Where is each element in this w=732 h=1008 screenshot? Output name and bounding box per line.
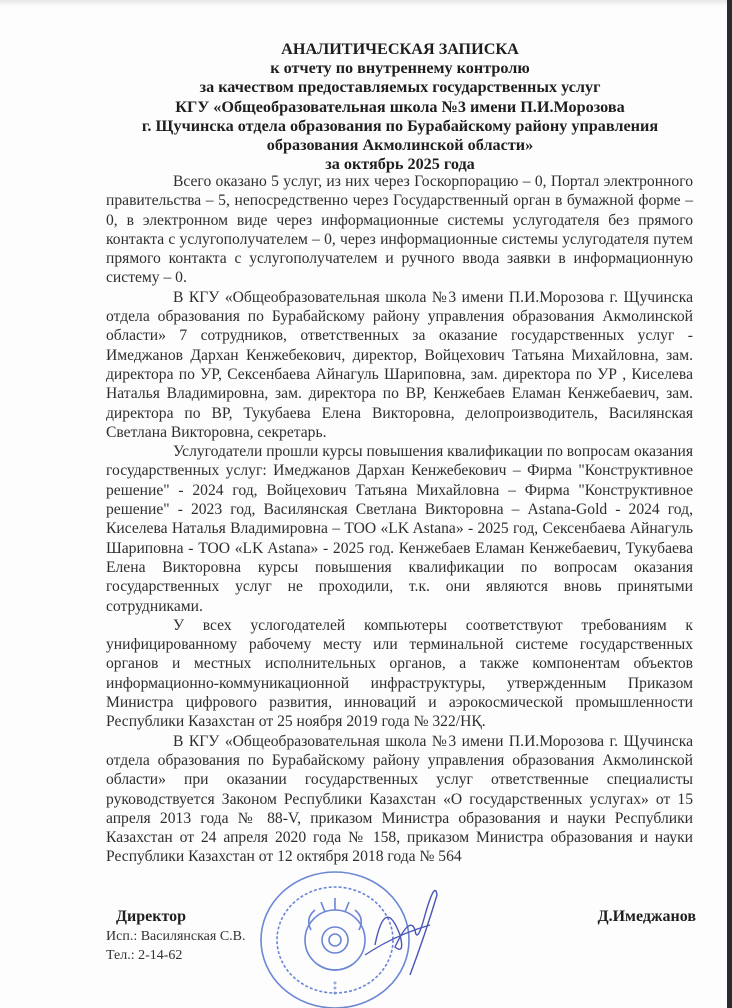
header-line: г. Щучинска отдела образования по Бурабайскому району управления [141, 116, 659, 135]
document-header [100, 40, 700, 174]
paragraph-training: Услугодатели прошли курсы повышения квалификации по вопросам оказания государственных услуг: Имеджанов Дархан Кенжебекович – Фирма "Конструктивное решение" - 2024 год, Войцехович Татьяна Михайловна – Фирма "Конструктивное решение" - 2023 год, Василянская Светлана Викторовна – Astana-Gold - 2024 год, Киселева Наталья Владимировна – ТОО «LK Astana» - 2025 год, Сексенбаева Айнагуль Шариповна - ТОО «LK Astana» - 2025 год. Кенжебаев Еламан Кенжебаевич, Тукубаева Елена Викторовна курсы повышения квалификации по вопросам оказания государственных услуг не проходили, т.к. они являются вновь принятыми сотрудниками. [106, 443, 693, 615]
paragraph-equipment: У всех услогодателей компьютеры соответствуют требованиям к унифицированному рабочему месту или терминальной системе государственных органов и местных исполнительных органов, а также компонентам объектов информационно-коммуникационной инфраструктуры, утвержденным Приказом Министра цифрового развития, инноваций и аэрокосмической промышленности Республики Казахстан от 25 ноября 2019 года № 322/НҚ. [106, 616, 693, 731]
document-title: АНАЛИТИЧЕСКАЯ ЗАПИСКА [281, 40, 519, 58]
header-line: за качеством предоставляемых государственных услуг [199, 78, 601, 97]
document-body [106, 172, 693, 867]
handwritten-signature-icon [355, 875, 445, 985]
paragraph-services-summary: Всего оказано 5 услуг, из них через Госкорпорацию – 0, Портал электронного правительства – 5, непосредственно через Государственный орган в бумажной форме – 0, в электронном виде через информационные системы услугодателя без прямого контакта с услугополучателем – 0, через информационные системы услугодателя путем прямого контакта с услугополучателем и ручного ввода заявки в информационную систему – 0. [106, 173, 693, 287]
executor-line: Исп.: Василянская С.В. [106, 929, 246, 944]
phone-line: Тел.: 2-14-62 [106, 948, 183, 963]
header-line: к отчету по внутреннему контролю [270, 59, 530, 78]
scan-right-edge [727, 0, 732, 1008]
signer-name: Д.Имеджанов [597, 908, 696, 925]
paragraph-legal-basis: В КГУ «Общеобразовательная школа №3 имени П.И.Морозова г. Щучинска отдела образования по Бурабайскому району управления образования Акмолинской области» при оказании государственных услуг ответственные специалисты руководствуется Законом Республики Казахстан «О государственных услугах» от 15 апреля 2013 года № 88-V, приказом Министра образования и науки Республики Казахстан от 24 апреля 2020 года № 158, приказом Министра образования и науки Республики Казахстан от 12 октября 2018 года № 564 [106, 732, 693, 866]
header-line: КГУ «Общеобразовательная школа №3 имени П.И.Морозова [175, 97, 625, 116]
scan-top-edge [0, 0, 728, 6]
signer-role: Директор [116, 908, 186, 925]
header-period: за октябрь 2025 года [325, 155, 475, 174]
paragraph-staff: В КГУ «Общеобразовательная школа №3 имени П.И.Морозова г. Щучинска отдела образования по Бурабайскому району управления образования Акмолинской области» 7 сотрудников, ответственных за оказание государственных услуг - Имеджанов Дархан Кенжебекович, директор, Войцехович Татьяна Михайловна, зам. директора по УР, Сексенбаева Айнагуль Шариповна, зам. директора по УР , Киселева Наталья Владимировна, зам. директора по ВР, Кенжебаев Еламан Кенжебаевич, зам. директора по ВР, Тукубаева Елена Викторовна, делопроизводитель, Василянская Светлана Викторовна, секретарь. [106, 288, 693, 441]
header-line: образования Акмолинской области» [266, 136, 534, 155]
